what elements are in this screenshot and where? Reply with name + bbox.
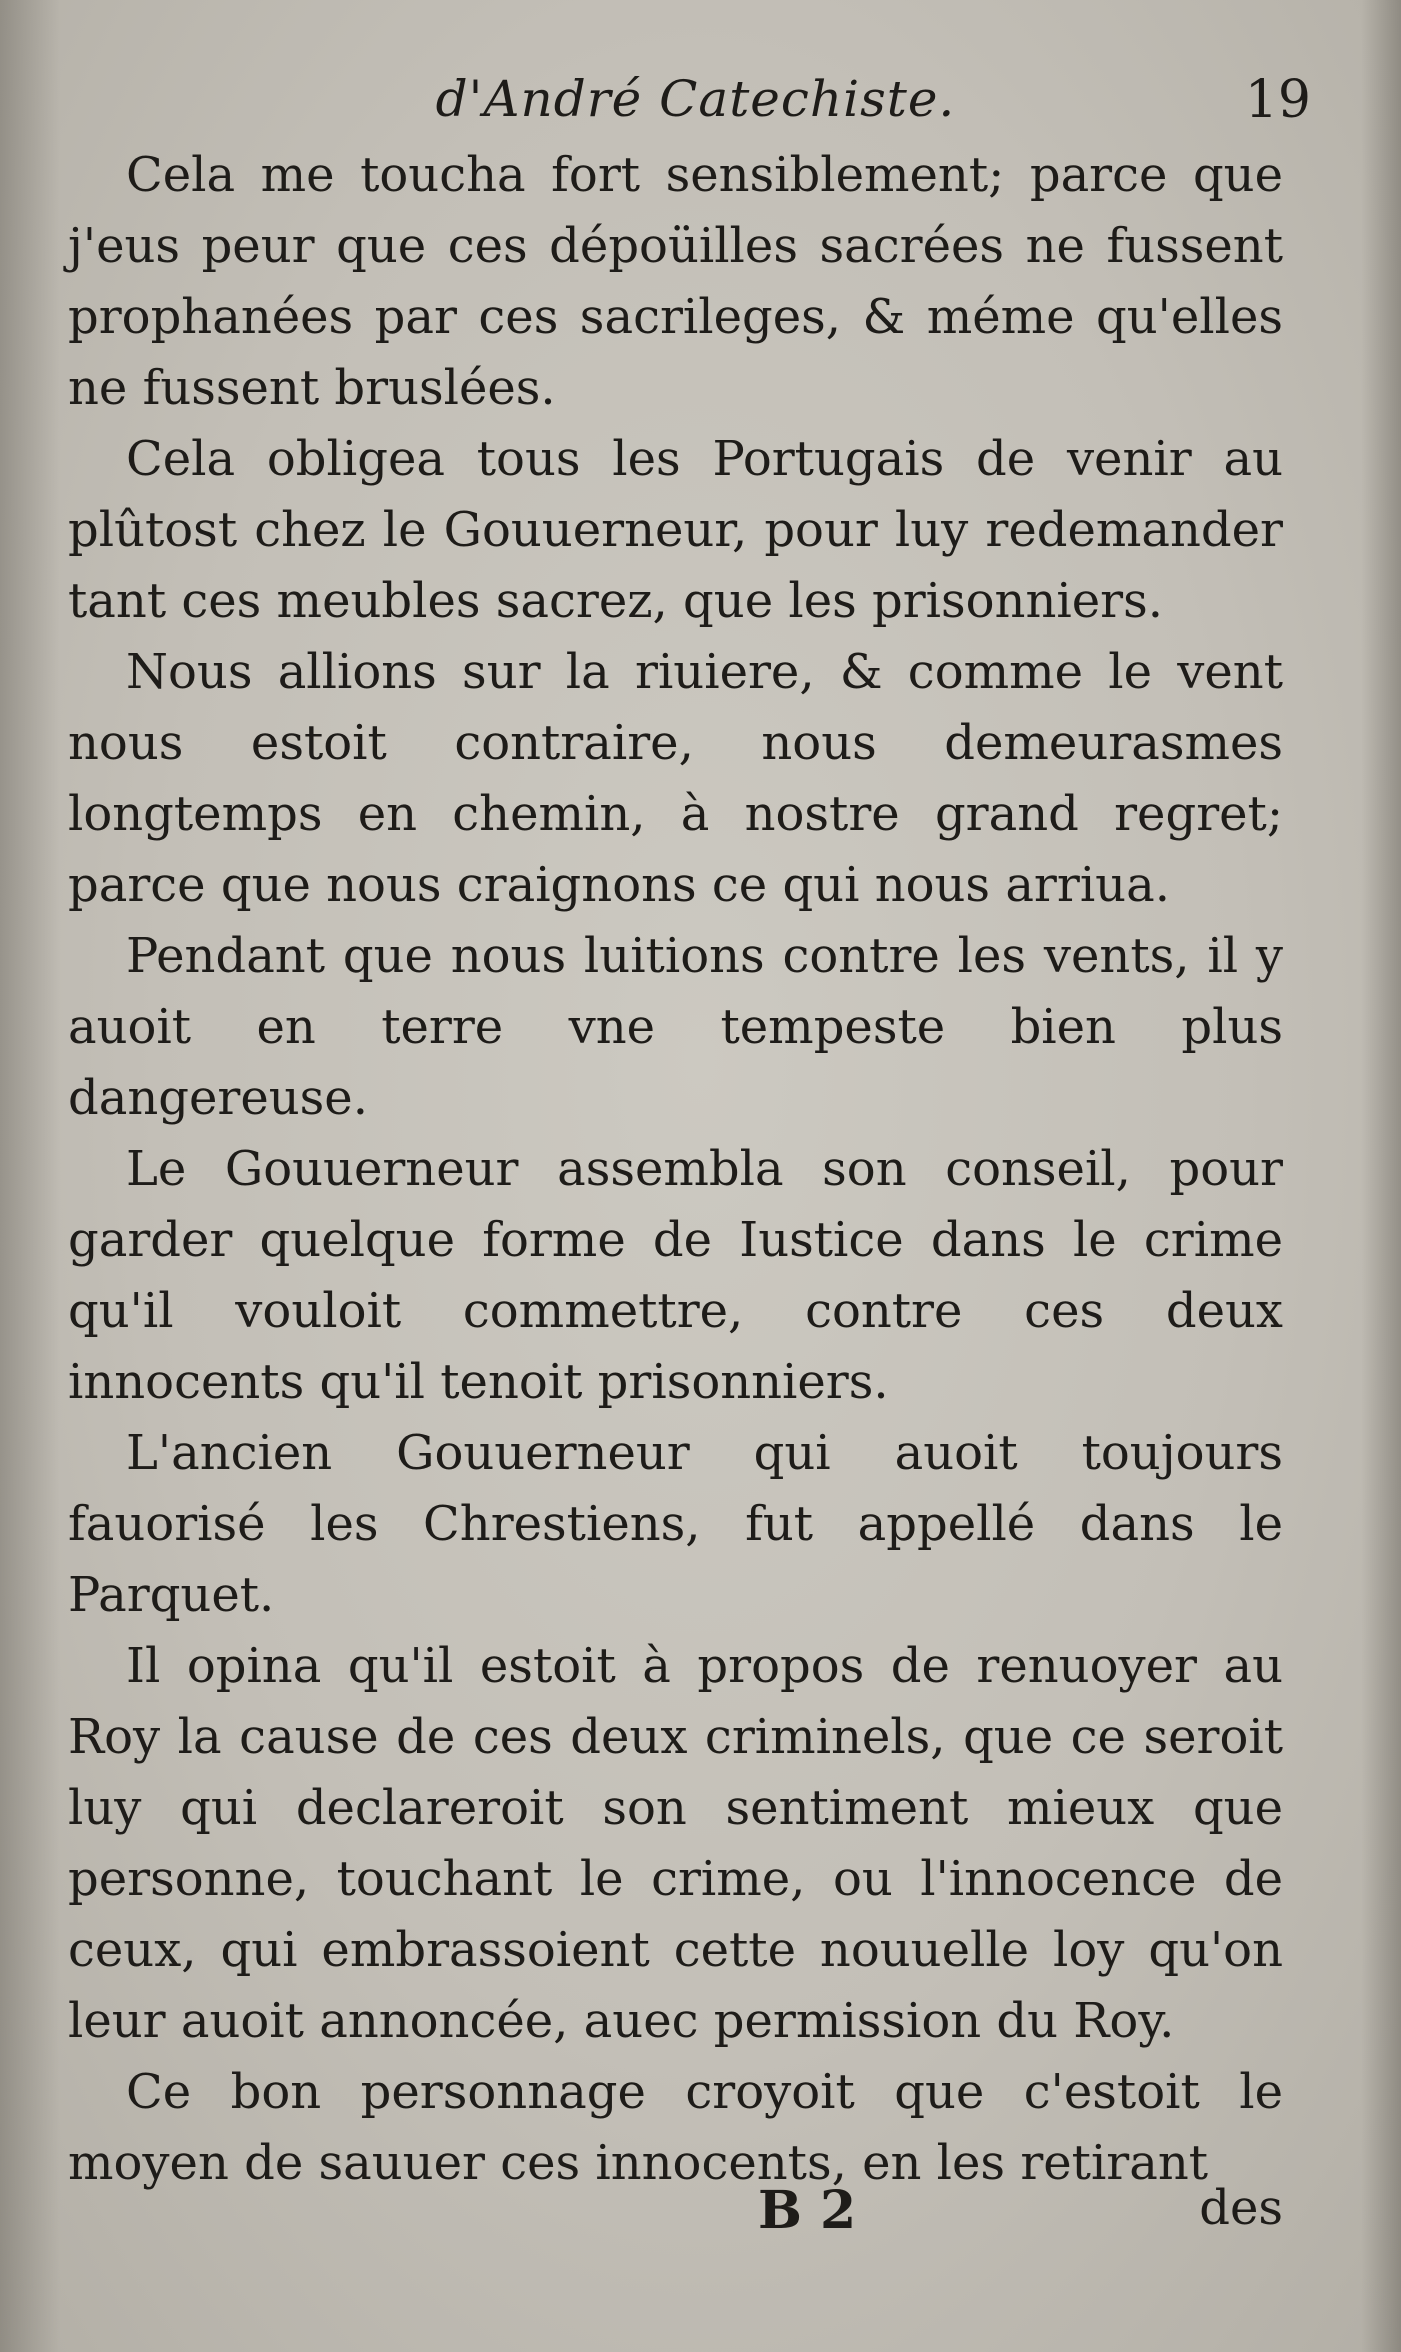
paragraph: Pendant que nous luitions contre les vents, il y auoit en terre vne tempeste bien plus dangereuse. <box>68 928 1283 1126</box>
paragraph: Il opina qu'il estoit à propos de renuoyer au Roy la cause de ces deux criminels, que ce seroit luy qui declareroit son sentiment mieux que personne, touchant le crime, ou l'innocence de ceux, qui embrassoient cette nouuelle loy qu'on leur auoit annoncée, auec permission du Roy. <box>68 1638 1283 2049</box>
signature-mark: B 2 <box>758 2180 857 2241</box>
page-footer <box>68 2180 1283 2270</box>
paragraph: Le Gouuerneur assembla son conseil, pour garder quelque forme de Iustice dans le crime qu'il vouloit commettre, contre ces deux innocents qu'il tenoit prisonniers. <box>68 1141 1283 1410</box>
paragraph: Nous allions sur la riuiere, & comme le vent nous estoit contraire, nous demeurasmes longtemps en chemin, à nostre grand regret; parce que nous craignons ce qui nous arriua. <box>68 644 1283 913</box>
paragraph: Cela me toucha fort sensiblement; parce que j'eus peur que ces dépoüilles sacrées ne fussent prophanées par ces sacrileges, & méme qu'elles ne fussent bruslées. <box>68 147 1283 416</box>
running-title: d'André Catechiste. <box>435 70 956 128</box>
paragraph: Cela obligea tous les Portugais de venir au plûtost chez le Gouuerneur, pour luy redemander tant ces meubles sacrez, que les prisonniers. <box>68 431 1283 629</box>
catchword: des <box>1199 2180 1283 2236</box>
body-text <box>68 140 1283 2199</box>
paragraph: Ce bon personnage croyoit que c'estoit le moyen de sauuer ces innocents, en les retirant <box>68 2064 1283 2191</box>
running-head <box>60 70 1331 140</box>
page-number: 19 <box>1244 70 1311 130</box>
paragraph: L'ancien Gouuerneur qui auoit toujours fauorisé les Chrestiens, fut appellé dans le Parquet. <box>68 1425 1283 1623</box>
